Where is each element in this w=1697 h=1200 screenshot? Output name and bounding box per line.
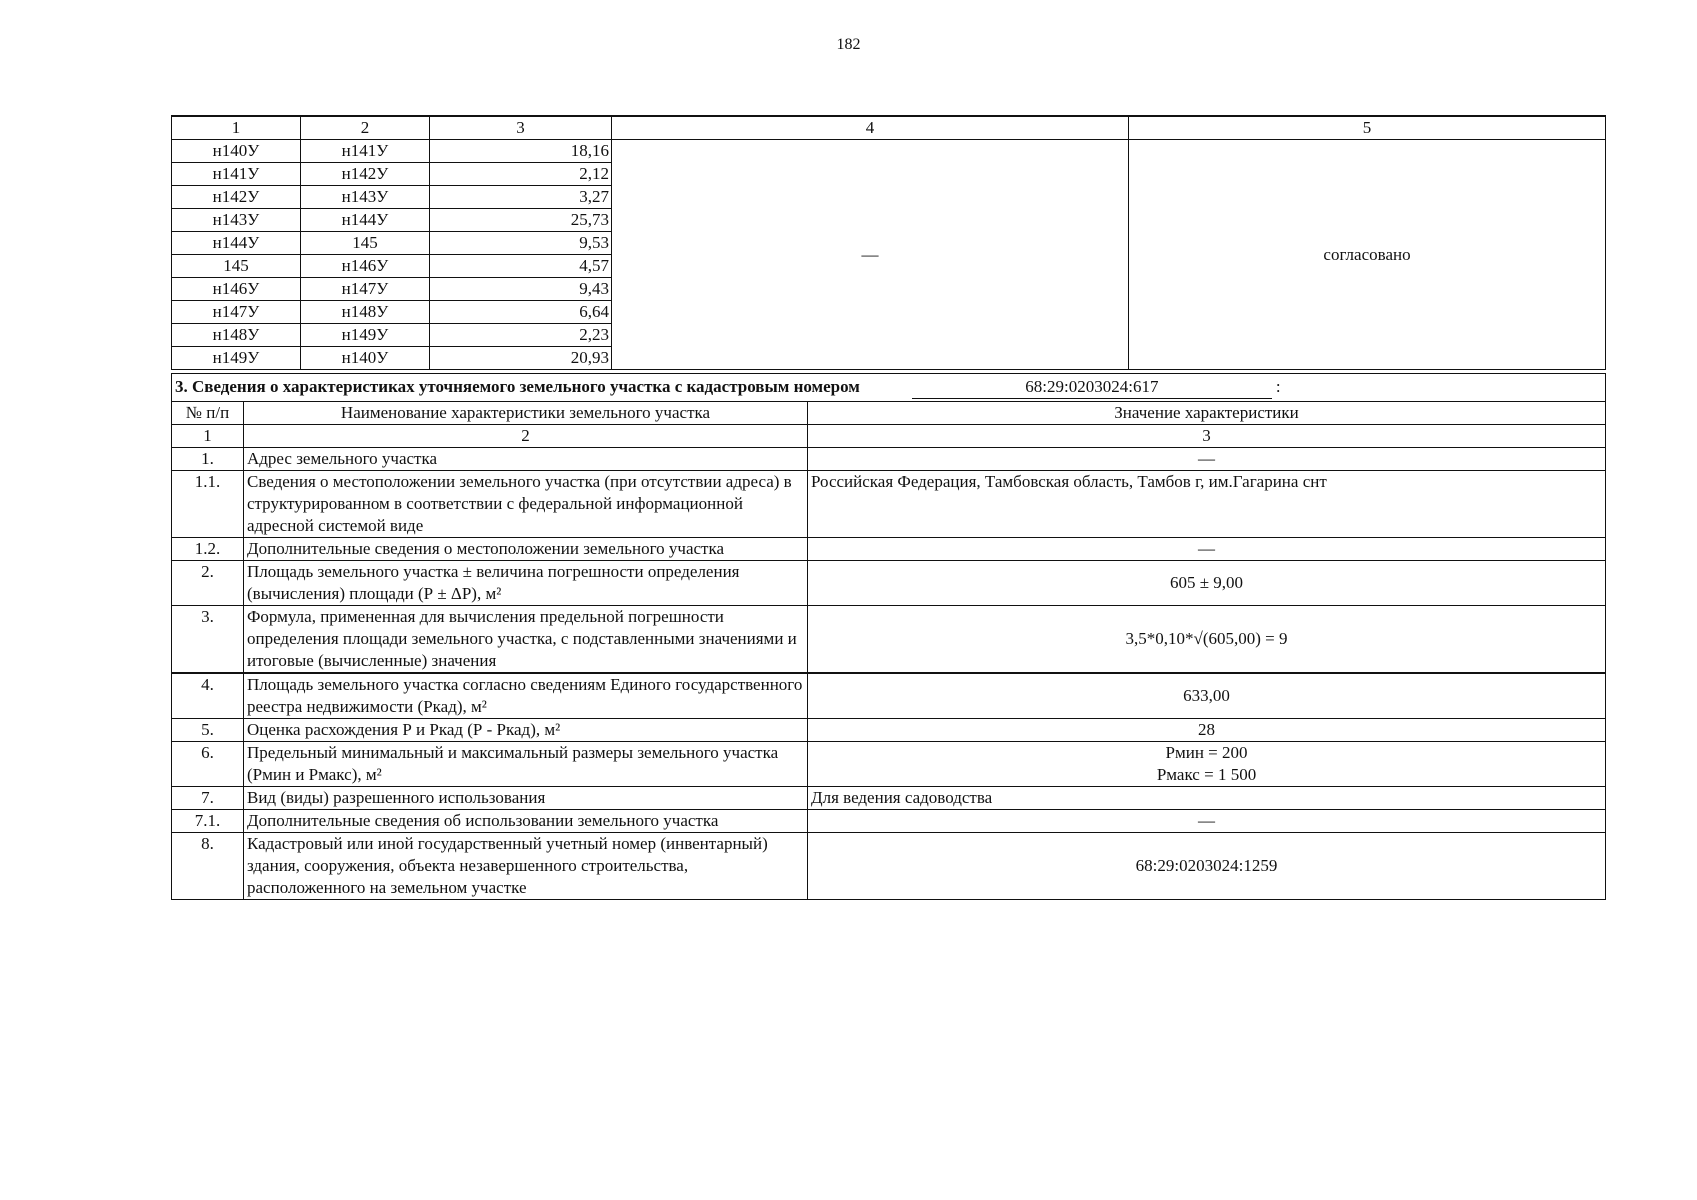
min-size-value: Рмин = 200	[1165, 743, 1248, 762]
point-to: н140У	[301, 347, 430, 370]
segment-length: 4,57	[430, 255, 612, 278]
segment-length: 3,27	[430, 186, 612, 209]
row-number: 7.	[172, 787, 244, 810]
characteristic-name: Оценка расхождения Р и Ркад (Р - Ркад), м²	[244, 719, 808, 742]
column-header-2: 2	[301, 116, 430, 140]
table-row	[172, 606, 1606, 674]
table-row	[172, 833, 1606, 900]
segment-length: 6,64	[430, 301, 612, 324]
max-size-value: Рмакс = 1 500	[1156, 765, 1257, 784]
section-title-cell	[172, 374, 1606, 402]
segment-length: 18,16	[430, 140, 612, 163]
row-number: 1.1.	[172, 471, 244, 538]
characteristic-name: Площадь земельного участка ± величина погрешности определения (вычисления) площади (Р ± ΔР), м²	[244, 561, 808, 606]
section-title-row	[172, 374, 1606, 402]
section-title-tail: :	[1275, 377, 1281, 396]
row-number: 7.1.	[172, 810, 244, 833]
column-number-3: 3	[808, 425, 1606, 448]
characteristic-value: 68:29:0203024:1259	[808, 833, 1606, 900]
table-row	[172, 448, 1606, 471]
table-row	[172, 810, 1606, 833]
column-header-value: Значение характеристики	[808, 402, 1606, 425]
table-row	[172, 471, 1606, 538]
point-to: н141У	[301, 140, 430, 163]
characteristic-name: Дополнительные сведения об использовании земельного участка	[244, 810, 808, 833]
point-from: н146У	[172, 278, 301, 301]
column-header-1: 1	[172, 116, 301, 140]
row-number: 5.	[172, 719, 244, 742]
characteristic-name: Предельный минимальный и максимальный размеры земельного участка (Рмин и Рмакс), м²	[244, 742, 808, 787]
boundary-segments-table	[171, 115, 1606, 370]
section-title: 3. Сведения о характеристиках уточняемого земельного участка с кадастровым номером	[175, 377, 860, 396]
point-to: н147У	[301, 278, 430, 301]
characteristic-value: Для ведения садоводства	[808, 787, 1606, 810]
page-number: 182	[836, 36, 861, 53]
point-from: н147У	[172, 301, 301, 324]
table-header-row	[172, 402, 1606, 425]
table-header-row	[172, 116, 1606, 140]
row-number: 1.2.	[172, 538, 244, 561]
column-header-5: 5	[1129, 116, 1606, 140]
point-from: н149У	[172, 347, 301, 370]
characteristic-name: Вид (виды) разрешенного использования	[244, 787, 808, 810]
characteristic-value: Российская Федерация, Тамбовская область, Тамбов г, им.Гагарина снт	[808, 471, 1606, 538]
column-number-2: 2	[244, 425, 808, 448]
characteristic-name: Кадастровый или иной государственный учетный номер (инвентарный) здания, сооружения, объекта незавершенного строительства, расположенного на земельном участке	[244, 833, 808, 900]
table-row	[172, 787, 1606, 810]
row-number: 8.	[172, 833, 244, 900]
row-number: 2.	[172, 561, 244, 606]
characteristic-name: Дополнительные сведения о местоположении земельного участка	[244, 538, 808, 561]
characteristic-name: Площадь земельного участка согласно сведениям Единого государственного реестра недвижимости (Ркад), м²	[244, 673, 808, 719]
point-from: н141У	[172, 163, 301, 186]
point-to: 145	[301, 232, 430, 255]
segment-length: 20,93	[430, 347, 612, 370]
characteristic-name: Адрес земельного участка	[244, 448, 808, 471]
characteristic-value: —	[808, 810, 1606, 833]
characteristic-value: 28	[808, 719, 1606, 742]
characteristic-name: Сведения о местоположении земельного участка (при отсутствии адреса) в структурированном в соответствии с федеральной информационной адресной системой виде	[244, 471, 808, 538]
column-header-3: 3	[430, 116, 612, 140]
column-header-num: № п/п	[172, 402, 244, 425]
column-header-4: 4	[612, 116, 1129, 140]
parcel-characteristics-table	[171, 373, 1606, 900]
segment-length: 9,43	[430, 278, 612, 301]
table-row	[172, 538, 1606, 561]
point-to: н146У	[301, 255, 430, 278]
point-to: н143У	[301, 186, 430, 209]
segment-length: 2,12	[430, 163, 612, 186]
table-row	[172, 719, 1606, 742]
table-row	[172, 140, 1606, 163]
table-row	[172, 673, 1606, 719]
characteristic-value: —	[808, 448, 1606, 471]
segment-length: 25,73	[430, 209, 612, 232]
characteristic-value: 605 ± 9,00	[808, 561, 1606, 606]
description-value: —	[612, 140, 1129, 370]
point-from: н140У	[172, 140, 301, 163]
cadastral-number: 68:29:0203024:617	[912, 376, 1272, 399]
row-number: 1.	[172, 448, 244, 471]
agreement-status: согласовано	[1129, 140, 1606, 370]
characteristic-value: —	[808, 538, 1606, 561]
segment-length: 2,23	[430, 324, 612, 347]
point-from: н148У	[172, 324, 301, 347]
table-row	[172, 561, 1606, 606]
characteristic-value: 633,00	[808, 673, 1606, 719]
row-number: 3.	[172, 606, 244, 674]
column-number-1: 1	[172, 425, 244, 448]
point-to: н149У	[301, 324, 430, 347]
point-from: н144У	[172, 232, 301, 255]
point-from: 145	[172, 255, 301, 278]
segment-length: 9,53	[430, 232, 612, 255]
characteristic-name: Формула, примененная для вычисления предельной погрешности определения площади земельного участка, с подставленными значениями и итоговые (вычисленные) значения	[244, 606, 808, 674]
characteristic-value	[808, 742, 1606, 787]
point-to: н142У	[301, 163, 430, 186]
point-from: н143У	[172, 209, 301, 232]
table-row	[172, 742, 1606, 787]
column-numbers-row	[172, 425, 1606, 448]
characteristic-value: 3,5*0,10*√(605,00) = 9	[808, 606, 1606, 674]
column-header-name: Наименование характеристики земельного участка	[244, 402, 808, 425]
row-number: 4.	[172, 673, 244, 719]
point-to: н144У	[301, 209, 430, 232]
row-number: 6.	[172, 742, 244, 787]
point-from: н142У	[172, 186, 301, 209]
point-to: н148У	[301, 301, 430, 324]
